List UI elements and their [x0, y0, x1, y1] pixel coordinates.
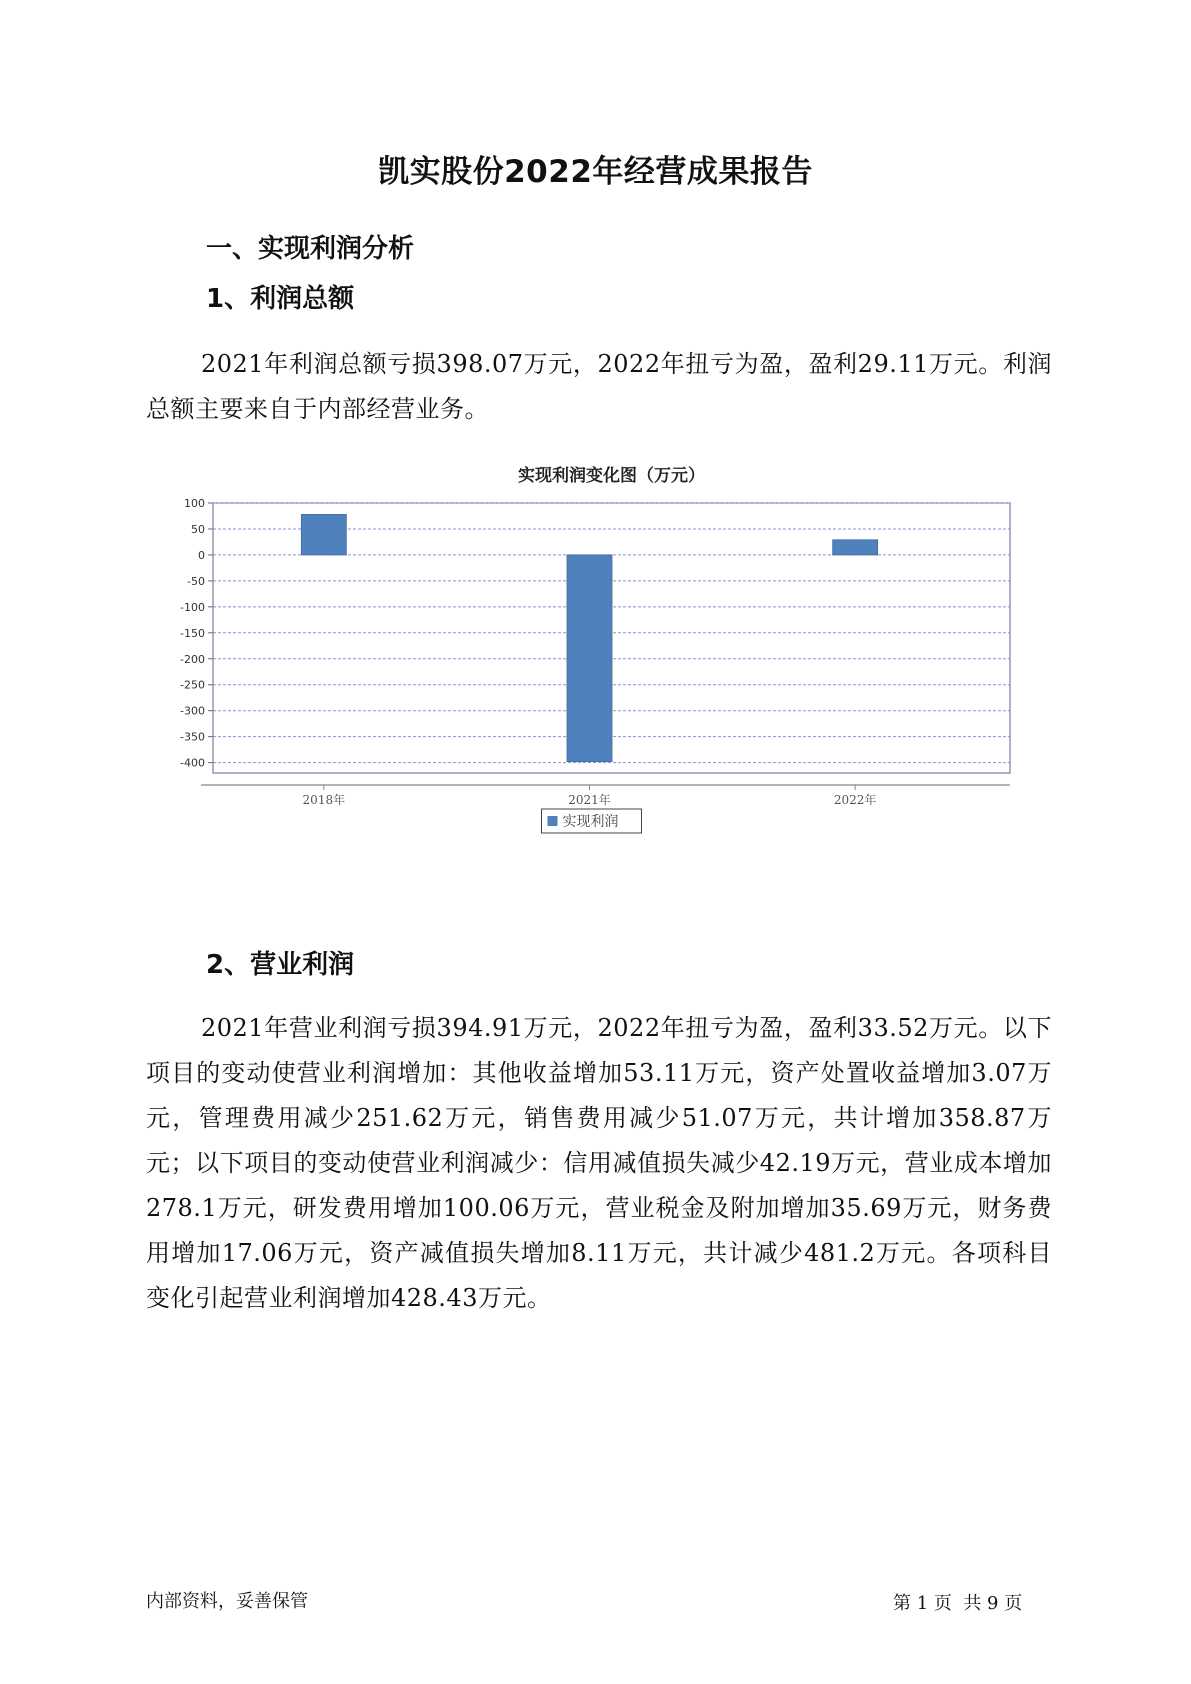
subsection-heading-operating-profit: 2、营业利润 — [206, 950, 355, 980]
legend-swatch — [548, 816, 558, 826]
y-tick-label: -150 — [180, 626, 205, 640]
y-tick-label: -200 — [180, 652, 205, 666]
y-tick-label: 100 — [184, 497, 205, 510]
paragraph-total-profit: 2021年利润总额亏损398.07万元，2022年扭亏为盈，盈利29.11万元。利润总额主要来自于内部经营业务。 — [146, 350, 1052, 423]
y-tick-label: -50 — [187, 574, 205, 588]
y-tick-label: -400 — [180, 756, 205, 770]
subsection-heading-total-profit: 1、利润总额 — [206, 284, 355, 314]
y-tick-label: 0 — [198, 548, 205, 562]
x-tick-label: 2022年 — [833, 793, 877, 807]
paragraph-operating-profit: 2021年营业利润亏损394.91万元，2022年扭亏为盈，盈利33.52万元。以下项目的变动使营业利润增加：其他收益增加53.11万元，资产处置收益增加3.07万元，管理费用减少251.62万元，销售费用减少51.07万元，共计增加358.87万元；以下项目的变动使营业利润减少：信用减值损失减少42.19万元，营业成本增加278.1万元，研发费用增加100.06万元，营业税金及附加增加35.69万元，财务费用增加17.06万元，资产减值损失增加8.11万元，共计减少481.2万元。各项科目变化引起营业利润增加428.43万元。 — [146, 1014, 1052, 1312]
footer-page-number: 第 1 页 共 9 页 — [893, 1593, 1023, 1614]
legend-label: 实现利润 — [562, 814, 619, 830]
y-tick-label: -350 — [180, 730, 205, 744]
x-tick-label: 2018年 — [302, 793, 346, 807]
bar-2018年 — [301, 514, 346, 555]
footer-confidential-note: 内部资料，妥善保管 — [146, 1591, 308, 1612]
profit-bar-chart — [160, 455, 1020, 905]
chart-svg — [160, 455, 1020, 905]
page-title: 凯实股份2022年经营成果报告 — [378, 154, 813, 190]
y-tick-label: 50 — [191, 522, 205, 536]
chart-title: 实现利润变化图（万元） — [518, 466, 705, 486]
bar-2021年 — [567, 555, 612, 762]
bar-2022年 — [833, 540, 878, 555]
x-tick-label: 2021年 — [568, 793, 611, 807]
y-tick-label: -100 — [180, 600, 205, 614]
y-tick-label: -250 — [180, 678, 205, 692]
section-heading-profit-analysis: 一、实现利润分析 — [206, 234, 415, 264]
y-tick-label: -300 — [180, 704, 205, 718]
